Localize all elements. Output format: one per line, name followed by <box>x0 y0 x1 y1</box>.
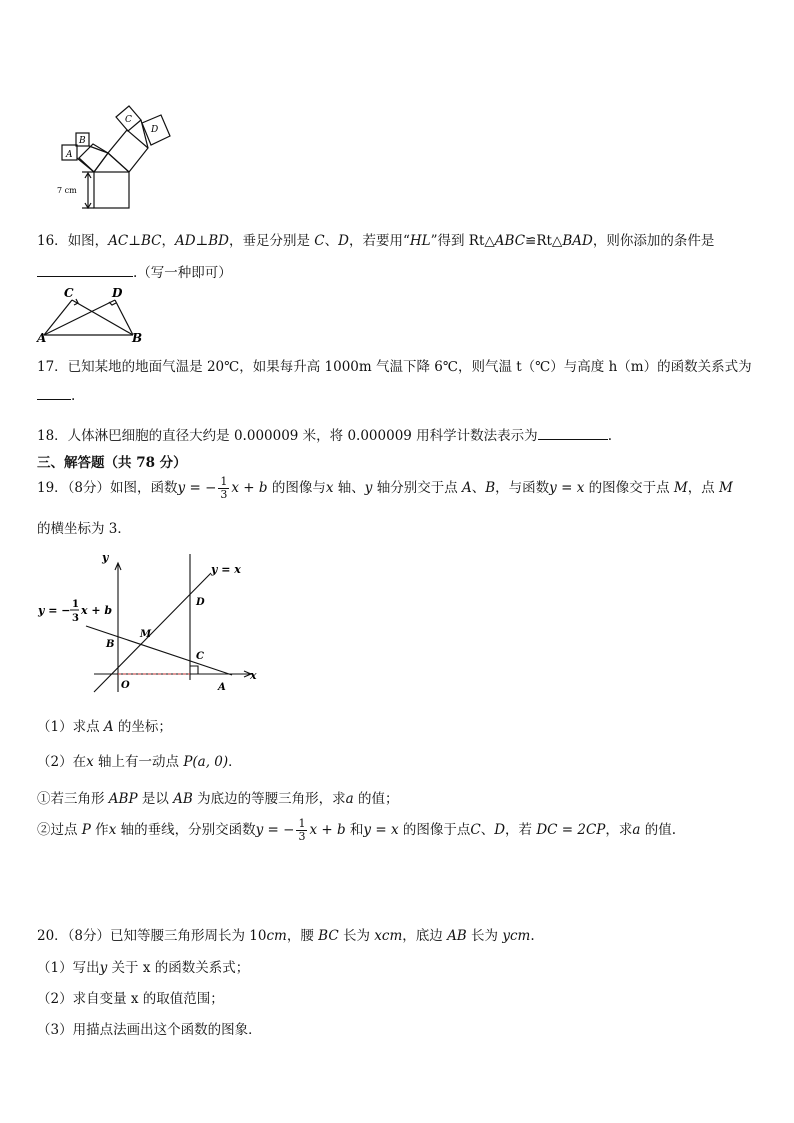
q19-s2-q: ，求 <box>605 822 633 838</box>
q19-x: x <box>325 480 334 496</box>
q19-graph-eq-label-rest: x + b <box>81 604 113 617</box>
q20-part3: （3）用描点法画出这个函数的图象． <box>37 1022 262 1038</box>
q19-graph-point-m: M <box>140 629 152 640</box>
q19-graph-point-d: D <box>196 597 205 608</box>
q19-point-m: M <box>673 480 688 496</box>
q19-part2 <box>37 750 242 770</box>
q19-s2-fraction <box>296 818 307 843</box>
q16-text5: ≌Rt△ <box>525 233 563 249</box>
q19-p2-c: 轴上有一动点 <box>93 754 184 770</box>
q19-graph-eq-label-y: y = − <box>38 604 71 617</box>
q19-graph-point-c: C <box>196 651 204 662</box>
q16-sep2: 、 <box>324 233 339 249</box>
q19-s1-c: 是以 <box>137 791 174 807</box>
q20-bc: BC <box>318 928 339 944</box>
q19-s2-c-point: C <box>470 822 481 838</box>
q19-graph-point-b: B <box>106 639 115 650</box>
q19-fraction <box>218 476 229 501</box>
q20-text-a: 20．（8分）已知等腰三角形周长为 10 <box>37 928 267 944</box>
q19-frac-num: 1 <box>220 475 228 488</box>
q16-cond1: AC⊥BC <box>108 233 162 249</box>
q20-text-d: ，底边 <box>402 928 448 944</box>
q19-line1 <box>37 474 733 502</box>
q16-fig-label-d: D <box>112 286 123 300</box>
figure-q19-graph <box>36 548 266 696</box>
q16-cond2: AD⊥BD <box>174 233 229 249</box>
q19-s2-condition: DC = 2CP <box>536 822 606 838</box>
q19-s2-e: 轴的垂线，分别交函数 <box>116 822 256 838</box>
q19-point-m2: M <box>719 480 733 496</box>
q19-text-c: 轴、 <box>333 480 365 496</box>
q19-graph-y-axis-label: y <box>102 551 109 564</box>
q19-s1-a-var: a <box>345 791 354 807</box>
q20-part1 <box>37 956 249 976</box>
fig15-label-c: C <box>125 115 132 125</box>
q17-line2 <box>37 387 75 404</box>
q20-text-f: . <box>530 928 535 944</box>
q19-sub2 <box>37 816 676 844</box>
q16-point-c: C <box>314 233 325 249</box>
q19-s1-abp: ABP <box>108 791 138 807</box>
q19-s2-eq: = − <box>263 822 295 838</box>
q19-s2-frac-num: 1 <box>298 817 306 830</box>
fig15-label-a: A <box>66 150 73 160</box>
q20-line1 <box>37 924 535 944</box>
q20-p1-a: （1）写出 <box>37 960 100 976</box>
q19-eq: = − <box>185 480 217 496</box>
q18-end: . <box>607 428 612 444</box>
q19-line2: 的横坐标为 3． <box>37 521 131 537</box>
fig15-label-d: D <box>151 125 159 135</box>
figure-q16-triangles <box>36 285 146 343</box>
q19-graph-eq-label-den: 3 <box>72 613 79 624</box>
q19-p2-point: P(a, 0) <box>183 754 229 770</box>
q16-abc: ABC <box>494 233 526 249</box>
q19-yx: y = x <box>549 480 585 496</box>
q19-s2-k: 的图像于点 <box>398 822 471 838</box>
q19-s1-ab: AB <box>173 791 193 807</box>
q16-point-d: D <box>338 233 349 249</box>
q19-s2-p: P <box>81 822 91 838</box>
q19-text-a: 19．（8分）如图，函数 <box>37 480 178 496</box>
q19-s2-c: 作 <box>90 822 109 838</box>
q19-s1-e: 为底边的等腰三角形，求 <box>192 791 346 807</box>
q16-line2 <box>37 261 232 281</box>
q19-text-g: 的图像交于点 <box>584 480 674 496</box>
q19-p1-a: （1）求点 <box>37 719 104 735</box>
q16-text6: ，则你添加的条件是 <box>592 233 715 249</box>
q19-graph-point-a: A <box>218 682 226 693</box>
q19-s2-xb: x + b <box>309 822 346 838</box>
q20-ycm: ycm <box>502 928 531 944</box>
q16-hl: HL <box>409 233 431 249</box>
q19-xb: x + b <box>231 480 268 496</box>
q20-text-b: ，腰 <box>286 928 319 944</box>
q19-s2-y: y <box>255 822 264 838</box>
q16-number: 16． <box>37 233 68 249</box>
q19-p2-x: x <box>86 754 94 770</box>
q19-s2-x: x <box>108 822 117 838</box>
fig15-label-b: B <box>79 136 86 146</box>
q16-text1: 如图， <box>67 233 109 249</box>
q19-text-b: 的图像与 <box>267 480 326 496</box>
q19-text-e: 、 <box>471 480 486 496</box>
q16-bad: BAD <box>562 233 593 249</box>
q19-graph-point-o: O <box>121 680 130 691</box>
q19-y2: y <box>364 480 373 496</box>
q19-s2-o: ，若 <box>505 822 537 838</box>
q19-part1 <box>37 715 172 735</box>
q19-s2-yx: y = x <box>363 822 399 838</box>
q19-s2-d-point: D <box>494 822 506 838</box>
q19-point-b: B <box>485 480 496 496</box>
q19-s2-end: 的值. <box>640 822 677 838</box>
q19-s2-frac-den: 3 <box>298 830 306 843</box>
q20-part2: （2）求自变量 x 的取值范围； <box>37 991 224 1007</box>
q17-answer-blank[interactable] <box>37 387 71 400</box>
q16-text2: ，垂足分别是 <box>228 233 315 249</box>
section-3-heading: 三、解答题（共 78 分） <box>37 455 187 471</box>
q18-line <box>37 424 612 444</box>
q20-xcm: xcm <box>374 928 403 944</box>
q20-cm: cm <box>266 928 287 944</box>
q16-fig-label-c: C <box>64 286 74 300</box>
q16-fig-label-b: B <box>132 331 143 343</box>
fig15-side-label: 7 cm <box>57 186 77 195</box>
q19-p1-c: 的坐标； <box>113 719 172 735</box>
q19-graph-x-axis-label: x <box>250 669 257 682</box>
q19-sub1 <box>37 787 398 807</box>
q19-p2-end: ． <box>228 754 242 770</box>
q19-s1-a: ①若三角形 <box>37 791 109 807</box>
q20-p1-y: y <box>99 960 108 976</box>
q19-p1-point: A <box>103 719 114 735</box>
q17-line1: 17．已知某地的地面气温是 20℃，如果每升高 1000m 气温下降 6℃，则气温 t（℃）与高度 h（m）的函数关系式为 <box>37 359 752 375</box>
q19-s1-g: 的值； <box>353 791 399 807</box>
figure-q15-squares <box>52 98 182 216</box>
q19-s2-a: ②过点 <box>37 822 82 838</box>
q16-fig-label-a: A <box>37 331 47 343</box>
q16-text4: ”得到 Rt△ <box>430 233 495 249</box>
q18-answer-blank[interactable] <box>538 427 608 440</box>
q16-sep1: ， <box>161 233 175 249</box>
q19-y: y <box>177 480 186 496</box>
q20-p1-b: 关于 x 的函数关系式； <box>107 960 250 976</box>
q16-line2-text: .（写一种即可） <box>133 265 232 281</box>
q16-line1 <box>37 229 714 249</box>
q16-text3: ，若要用“ <box>348 233 410 249</box>
q16-answer-blank[interactable] <box>37 264 133 277</box>
q20-ab: AB <box>447 928 467 944</box>
q20-text-e: 长为 <box>466 928 503 944</box>
q19-text-h: ，点 <box>687 480 720 496</box>
q19-graph-line-label: y = x <box>211 563 241 576</box>
q19-s2-sep: 、 <box>480 822 495 838</box>
q19-text-d: 轴分别交于点 <box>372 480 462 496</box>
q19-s2-and: 和 <box>345 822 364 838</box>
q17-line2-end: . <box>71 388 76 404</box>
q19-graph-eq-label-num: 1 <box>72 599 79 610</box>
q19-frac-den: 3 <box>220 488 228 501</box>
q19-text-f: ，与函数 <box>495 480 550 496</box>
q19-p2-a: （2）在 <box>37 754 87 770</box>
q18-text: 18．人体淋巴细胞的直径大约是 0.000009 米，将 0.000009 用科学计数法表示为 <box>37 428 538 444</box>
q20-text-c: 长为 <box>338 928 375 944</box>
q19-s2-a-var: a <box>632 822 641 838</box>
q19-point-a: A <box>462 480 472 496</box>
